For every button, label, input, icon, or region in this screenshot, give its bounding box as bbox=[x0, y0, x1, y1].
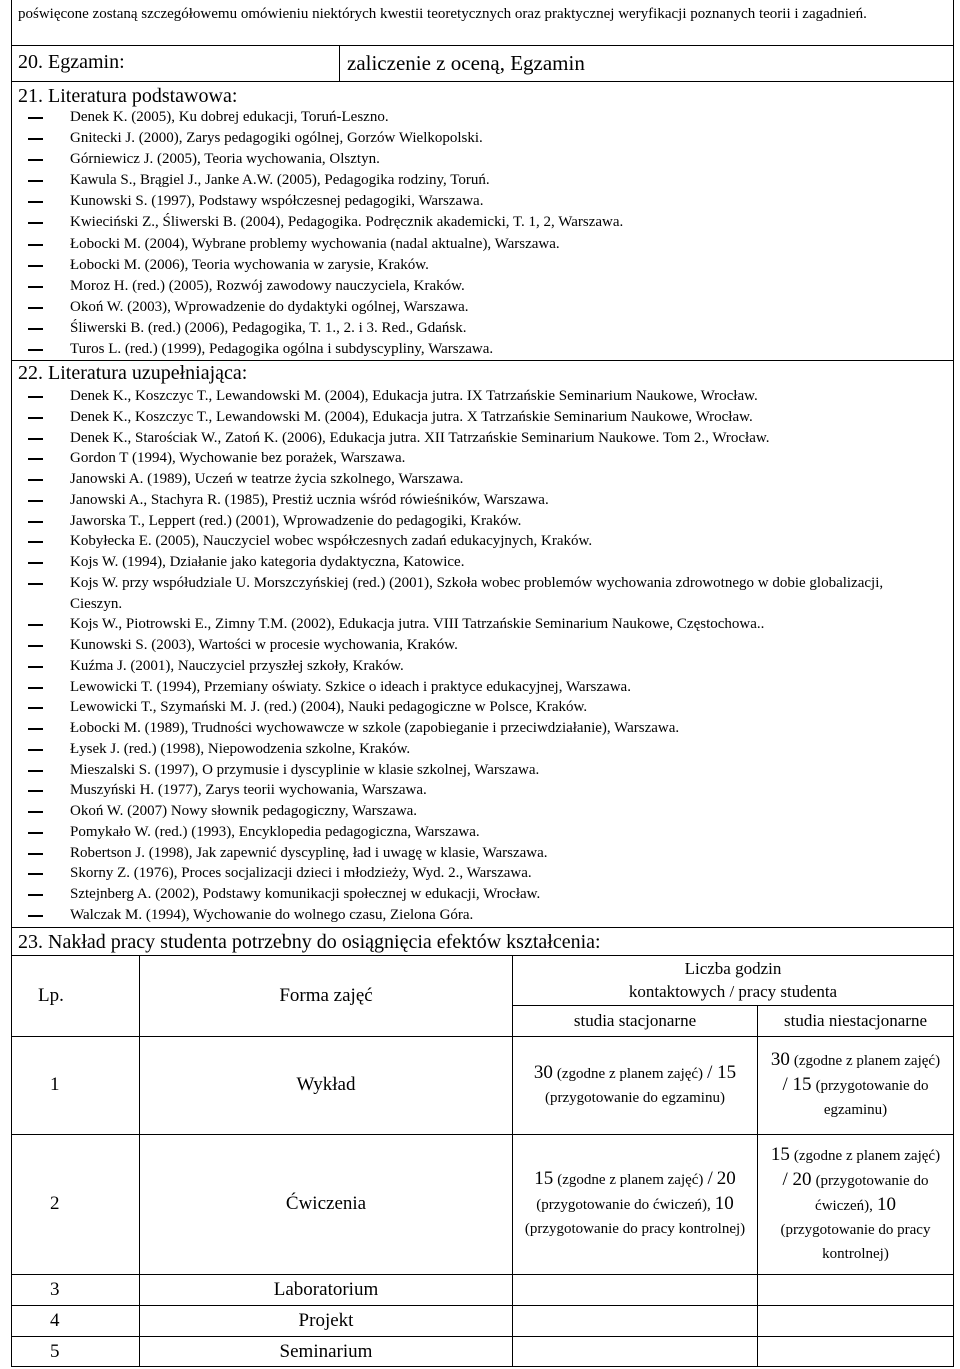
supplementary-literature-list bbox=[70, 386, 920, 926]
list-item: Łysek J. (red.) (1998), Niepowodzenia szkolne, Kraków. bbox=[70, 739, 920, 760]
row-5-form: Seminarium bbox=[279, 1340, 373, 1362]
list-item: Denek K., Starościak W., Zatoń K. (2006), Edukacja jutra. XII Tatrzańskie Seminarium Naukowe. Tom 2., Wrocław. bbox=[70, 428, 920, 449]
document-frame bbox=[11, 0, 954, 1367]
list-item: Kunowski S. (2003), Wartości w procesie wychowania, Kraków. bbox=[70, 635, 920, 656]
list-item: Denek K., Koszczyc T., Lewandowski M. (2004), Edukacja jutra. X Tatrzańskie Seminarium Naukowe, Wrocław. bbox=[70, 407, 920, 428]
list-item: Śliwerski B. (red.) (2006), Pedagogika, T. 1., 2. i 3. Red., Gdańsk. bbox=[70, 318, 623, 339]
exam-type: zaliczenie z oceną, Egzamin bbox=[347, 51, 585, 75]
list-item: Kojs W., Piotrowski E., Zimny T.M. (2002), Edukacja jutra. VIII Tatrzańskie Seminarium Naukowe, Częstochowa.. bbox=[70, 614, 920, 635]
section-20-heading: 20. Egzamin: bbox=[18, 51, 125, 73]
column-header-hours bbox=[513, 955, 953, 1005]
list-item: Moroz H. (red.) (2005), Rozwój zawodowy nauczyciela, Kraków. bbox=[70, 276, 623, 297]
row-1-lp: 1 bbox=[50, 1074, 60, 1095]
list-item: Gnitecki J. (2000), Zarys pedagogiki ogólnej, Gorzów Wielkopolski. bbox=[70, 128, 623, 149]
list-item: Kuźma J. (2001), Nauczyciel przyszłej szkoły, Kraków. bbox=[70, 656, 920, 677]
list-item: Łobocki M. (2006), Teoria wychowania w zarysie, Kraków. bbox=[70, 255, 623, 276]
list-item: Janowski A. (1989), Uczeń w teatrze życia szkolnego, Warszawa. bbox=[70, 469, 920, 490]
row-3-lp: 3 bbox=[50, 1278, 60, 1300]
list-item: Sztejnberg A. (2002), Podstawy komunikacji społecznej w edukacji, Wrocław. bbox=[70, 884, 920, 905]
divider bbox=[12, 45, 953, 46]
divider bbox=[12, 927, 953, 928]
row-1-form: Wykład bbox=[296, 1074, 356, 1095]
list-item: Lewowicki T. (1994), Przemiany oświaty. Szkice o ideach i praktyce edukacyjnej, Warszawa. bbox=[70, 677, 920, 698]
section-21-heading: 21. Literatura podstawowa: bbox=[18, 85, 238, 107]
divider bbox=[12, 360, 953, 361]
list-item: Łobocki M. (1989), Trudności wychowawcze w szkole (zapobieganie i przeciwdziałanie), Warszawa. bbox=[70, 718, 920, 739]
column-header-form: Forma zajęć bbox=[279, 984, 373, 1006]
section-22-heading: 22. Literatura uzupełniająca: bbox=[18, 362, 248, 384]
list-item: Jaworska T., Leppert (red.) (2001), Wprowadzenie do pedagogiki, Kraków. bbox=[70, 511, 920, 532]
row-2-stationary-hours: 15 (zgodne z planem zajęć) / 20 (przygotowanie do ćwiczeń), 10 (przygotowanie do pracy kontrolnej) bbox=[524, 1168, 746, 1237]
hours-header-line-1: Liczba godzin bbox=[684, 959, 782, 978]
list-item: Skorny Z. (1976), Proces socjalizacji dzieci i młodzieży, Wyd. 2., Warszawa. bbox=[70, 863, 920, 884]
intro-text: poświęcone zostaną szczegółowemu omówieniu niektórych kwestii teoretycznych oraz praktycznej weryfikacji poznanych teorii i zagadnień. bbox=[18, 6, 867, 22]
divider bbox=[339, 45, 340, 81]
row-4-lp: 4 bbox=[50, 1309, 60, 1331]
list-item: Pomykało W. (red.) (1993), Encyklopedia pedagogiczna, Warszawa. bbox=[70, 822, 920, 843]
list-item: Janowski A., Stachyra R. (1985), Prestiż ucznia wśród rówieśników, Warszawa. bbox=[70, 490, 920, 511]
list-item: Muszyński H. (1977), Zarys teorii wychowania, Warszawa. bbox=[70, 780, 920, 801]
row-3-form: Laboratorium bbox=[273, 1278, 379, 1300]
row-5-lp: 5 bbox=[50, 1340, 60, 1362]
list-item: Denek K., Koszczyc T., Lewandowski M. (2004), Edukacja jutra. IX Tatrzańskie Seminarium Naukowe, Wrocław. bbox=[70, 386, 920, 407]
list-item: Kobyłecka E. (2005), Nauczyciel wobec współczesnych zadań edukacyjnych, Kraków. bbox=[70, 531, 920, 552]
list-item: Kunowski S. (1997), Podstawy współczesnej pedagogiki, Warszawa. bbox=[70, 191, 623, 212]
list-item: Robertson J. (1998), Jak zapewnić dyscyplinę, ład i uwagę w klasie, Warszawa. bbox=[70, 843, 920, 864]
list-item: Denek K. (2005), Ku dobrej edukacji, Toruń-Leszno. bbox=[70, 107, 623, 128]
basic-literature-list bbox=[70, 107, 623, 360]
list-item: Kojs W. przy współudziale U. Morszczyńskiej (red.) (2001), Szkoła wobec problemów wychowania zdrowotnego w dobie globalizacji, Cieszyn. bbox=[70, 573, 920, 615]
list-item: Lewowicki T., Szymański M. J. (red.) (2004), Nauki pedagogiczne w Polsce, Kraków. bbox=[70, 697, 920, 718]
row-1-non-stationary-hours: 30 (zgodne z planem zajęć) / 15 (przygotowanie do egzaminu) bbox=[770, 1049, 941, 1118]
list-item: Walczak M. (1994), Wychowanie do wolnego czasu, Zielona Góra. bbox=[70, 905, 920, 926]
list-item: Okoń W. (2007) Nowy słownik pedagogiczny, Warszawa. bbox=[70, 801, 920, 822]
list-item: Okoń W. (2003), Wprowadzenie do dydaktyki ogólnej, Warszawa. bbox=[70, 297, 623, 318]
list-item: Gordon T (1994), Wychowanie bez porażek, Warszawa. bbox=[70, 448, 920, 469]
list-item: Kawula S., Brągiel J., Janke A.W. (2005), Pedagogika rodziny, Toruń. bbox=[70, 170, 623, 191]
list-item: Górniewicz J. (2005), Teoria wychowania, Olsztyn. bbox=[70, 149, 623, 170]
row-2-lp: 2 bbox=[50, 1193, 60, 1214]
list-item: Kojs W. (1994), Działanie jako kategoria dydaktyczna, Katowice. bbox=[70, 552, 920, 573]
row-4-form: Projekt bbox=[298, 1309, 354, 1331]
row-1-stationary-hours: 30 (zgodne z planem zajęć) / 15 (przygotowanie do egzaminu) bbox=[533, 1061, 737, 1106]
column-header-lp: Lp. bbox=[38, 984, 64, 1006]
row-2-form: Ćwiczenia bbox=[285, 1193, 367, 1214]
divider bbox=[12, 81, 953, 82]
row-2-non-stationary-hours: 15 (zgodne z planem zajęć) / 20 (przygotowanie do ćwiczeń), 10 (przygotowanie do pracy kontrolnej) bbox=[770, 1143, 941, 1262]
list-item: Kwieciński Z., Śliwerski B. (2004), Pedagogika. Podręcznik akademicki, T. 1, 2, Warszawa. bbox=[70, 212, 623, 233]
list-item: Łobocki M. (2004), Wybrane problemy wychowania (nadal aktualne), Warszawa. bbox=[70, 234, 623, 255]
section-23-heading: 23. Nakład pracy studenta potrzebny do osiągnięcia efektów kształcenia: bbox=[18, 931, 601, 953]
column-header-non-stationary: studia niestacjonarne bbox=[783, 1010, 928, 1030]
list-item: Turos L. (red.) (1999), Pedagogika ogólna i subdyscypliny, Warszawa. bbox=[70, 339, 623, 360]
hours-header-line-2: kontaktowych / pracy studenta bbox=[628, 982, 838, 1001]
column-header-stationary: studia stacjonarne bbox=[573, 1010, 697, 1030]
list-item: Mieszalski S. (1997), O przymusie i dyscyplinie w klasie szkolnej, Warszawa. bbox=[70, 760, 920, 781]
